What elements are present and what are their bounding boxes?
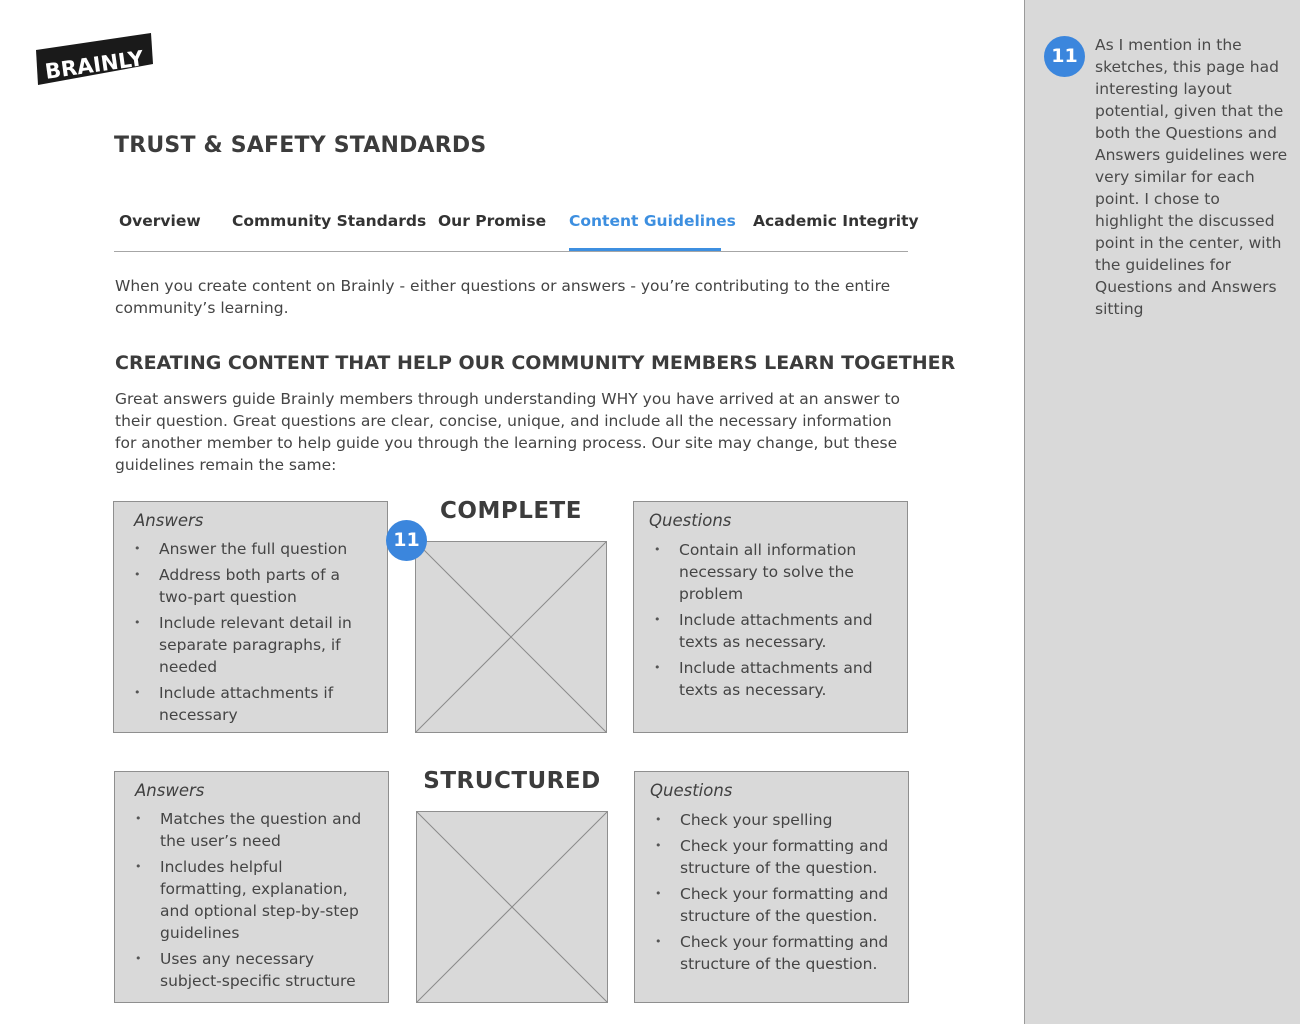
tab-overview[interactable]: Overview [119, 212, 201, 230]
answers-list [134, 538, 366, 730]
annotation-badge: 11 [386, 520, 427, 561]
questions-card-complete [633, 501, 908, 733]
answers-card-title: Answers [135, 781, 205, 800]
list-item: • Check your formatting and structure of the question. [655, 835, 891, 879]
questions-list [654, 539, 890, 705]
intro-text: When you create content on Brainly - either questions or answers - you’re contributing to the entire community’s learning. [115, 277, 891, 317]
guideline-heading-structured: STRUCTURED [423, 768, 601, 794]
questions-card-title: Questions [650, 781, 733, 800]
list-item: • Includes helpful formatting, explanation, and optional step-by-step guidelines [135, 856, 367, 944]
list-item: • Include attachments and texts as necessary. [654, 657, 890, 701]
tab-content-guidelines[interactable]: Content Guidelines [569, 212, 736, 230]
list-item: • Uses any necessary subject-specific structure [135, 948, 367, 992]
tab-bar [114, 200, 919, 252]
answers-card-title: Answers [134, 511, 204, 530]
tab-community-standards[interactable]: Community Standards [232, 212, 427, 230]
list-item: • Include relevant detail in separate paragraphs, if needed [134, 612, 366, 678]
answers-card-complete [113, 501, 388, 733]
answers-card-structured [114, 771, 389, 1003]
questions-card-title: Questions [649, 511, 732, 530]
annotation-note: As I mention in the sketches, this page had interesting layout potential, given that the both the Questions and Answers guidelines were very similar for each point. I chose to highlight the discussed point in the center, with the guidelines for Questions and Answers sitting [1095, 36, 1288, 318]
questions-card-structured [634, 771, 909, 1003]
list-item: • Check your formatting and structure of the question. [655, 883, 891, 927]
list-item: • Contain all information necessary to solve the problem [654, 539, 890, 605]
annotation-number-badge: 11 [1044, 36, 1085, 77]
list-item: • Address both parts of a two-part question [134, 564, 366, 608]
list-item: • Include attachments if necessary [134, 682, 366, 726]
guideline-heading-complete: COMPLETE [440, 498, 582, 524]
list-item: • Check your formatting and structure of the question. [655, 931, 891, 975]
page-title: TRUST & SAFETY STANDARDS [114, 133, 487, 158]
active-tab-indicator [569, 248, 721, 251]
tab-academic-integrity[interactable]: Academic Integrity [753, 212, 919, 230]
logo-text: BRAINLY [43, 46, 146, 84]
list-item: • Answer the full question [134, 538, 366, 560]
image-placeholder-complete [415, 541, 607, 733]
answers-list [135, 808, 367, 996]
image-placeholder-structured [416, 811, 608, 1003]
section-body: Great answers guide Brainly members through understanding WHY you have arrived at an answer to their question. Great questions are clear, concise, unique, and include all the necessary information for another member to help guide you through the learning process. Our site may change, but these guidelines remain the same: [115, 390, 901, 474]
list-item: • Include attachments and texts as necessary. [654, 609, 890, 653]
list-item: • Check your spelling [655, 809, 891, 831]
list-item: • Matches the question and the user’s need [135, 808, 367, 852]
questions-list [655, 809, 891, 979]
tab-our-promise[interactable]: Our Promise [438, 212, 547, 230]
brainly-logo[interactable] [34, 30, 154, 86]
section-heading: CREATING CONTENT THAT HELP OUR COMMUNITY MEMBERS LEARN TOGETHER [115, 352, 956, 374]
